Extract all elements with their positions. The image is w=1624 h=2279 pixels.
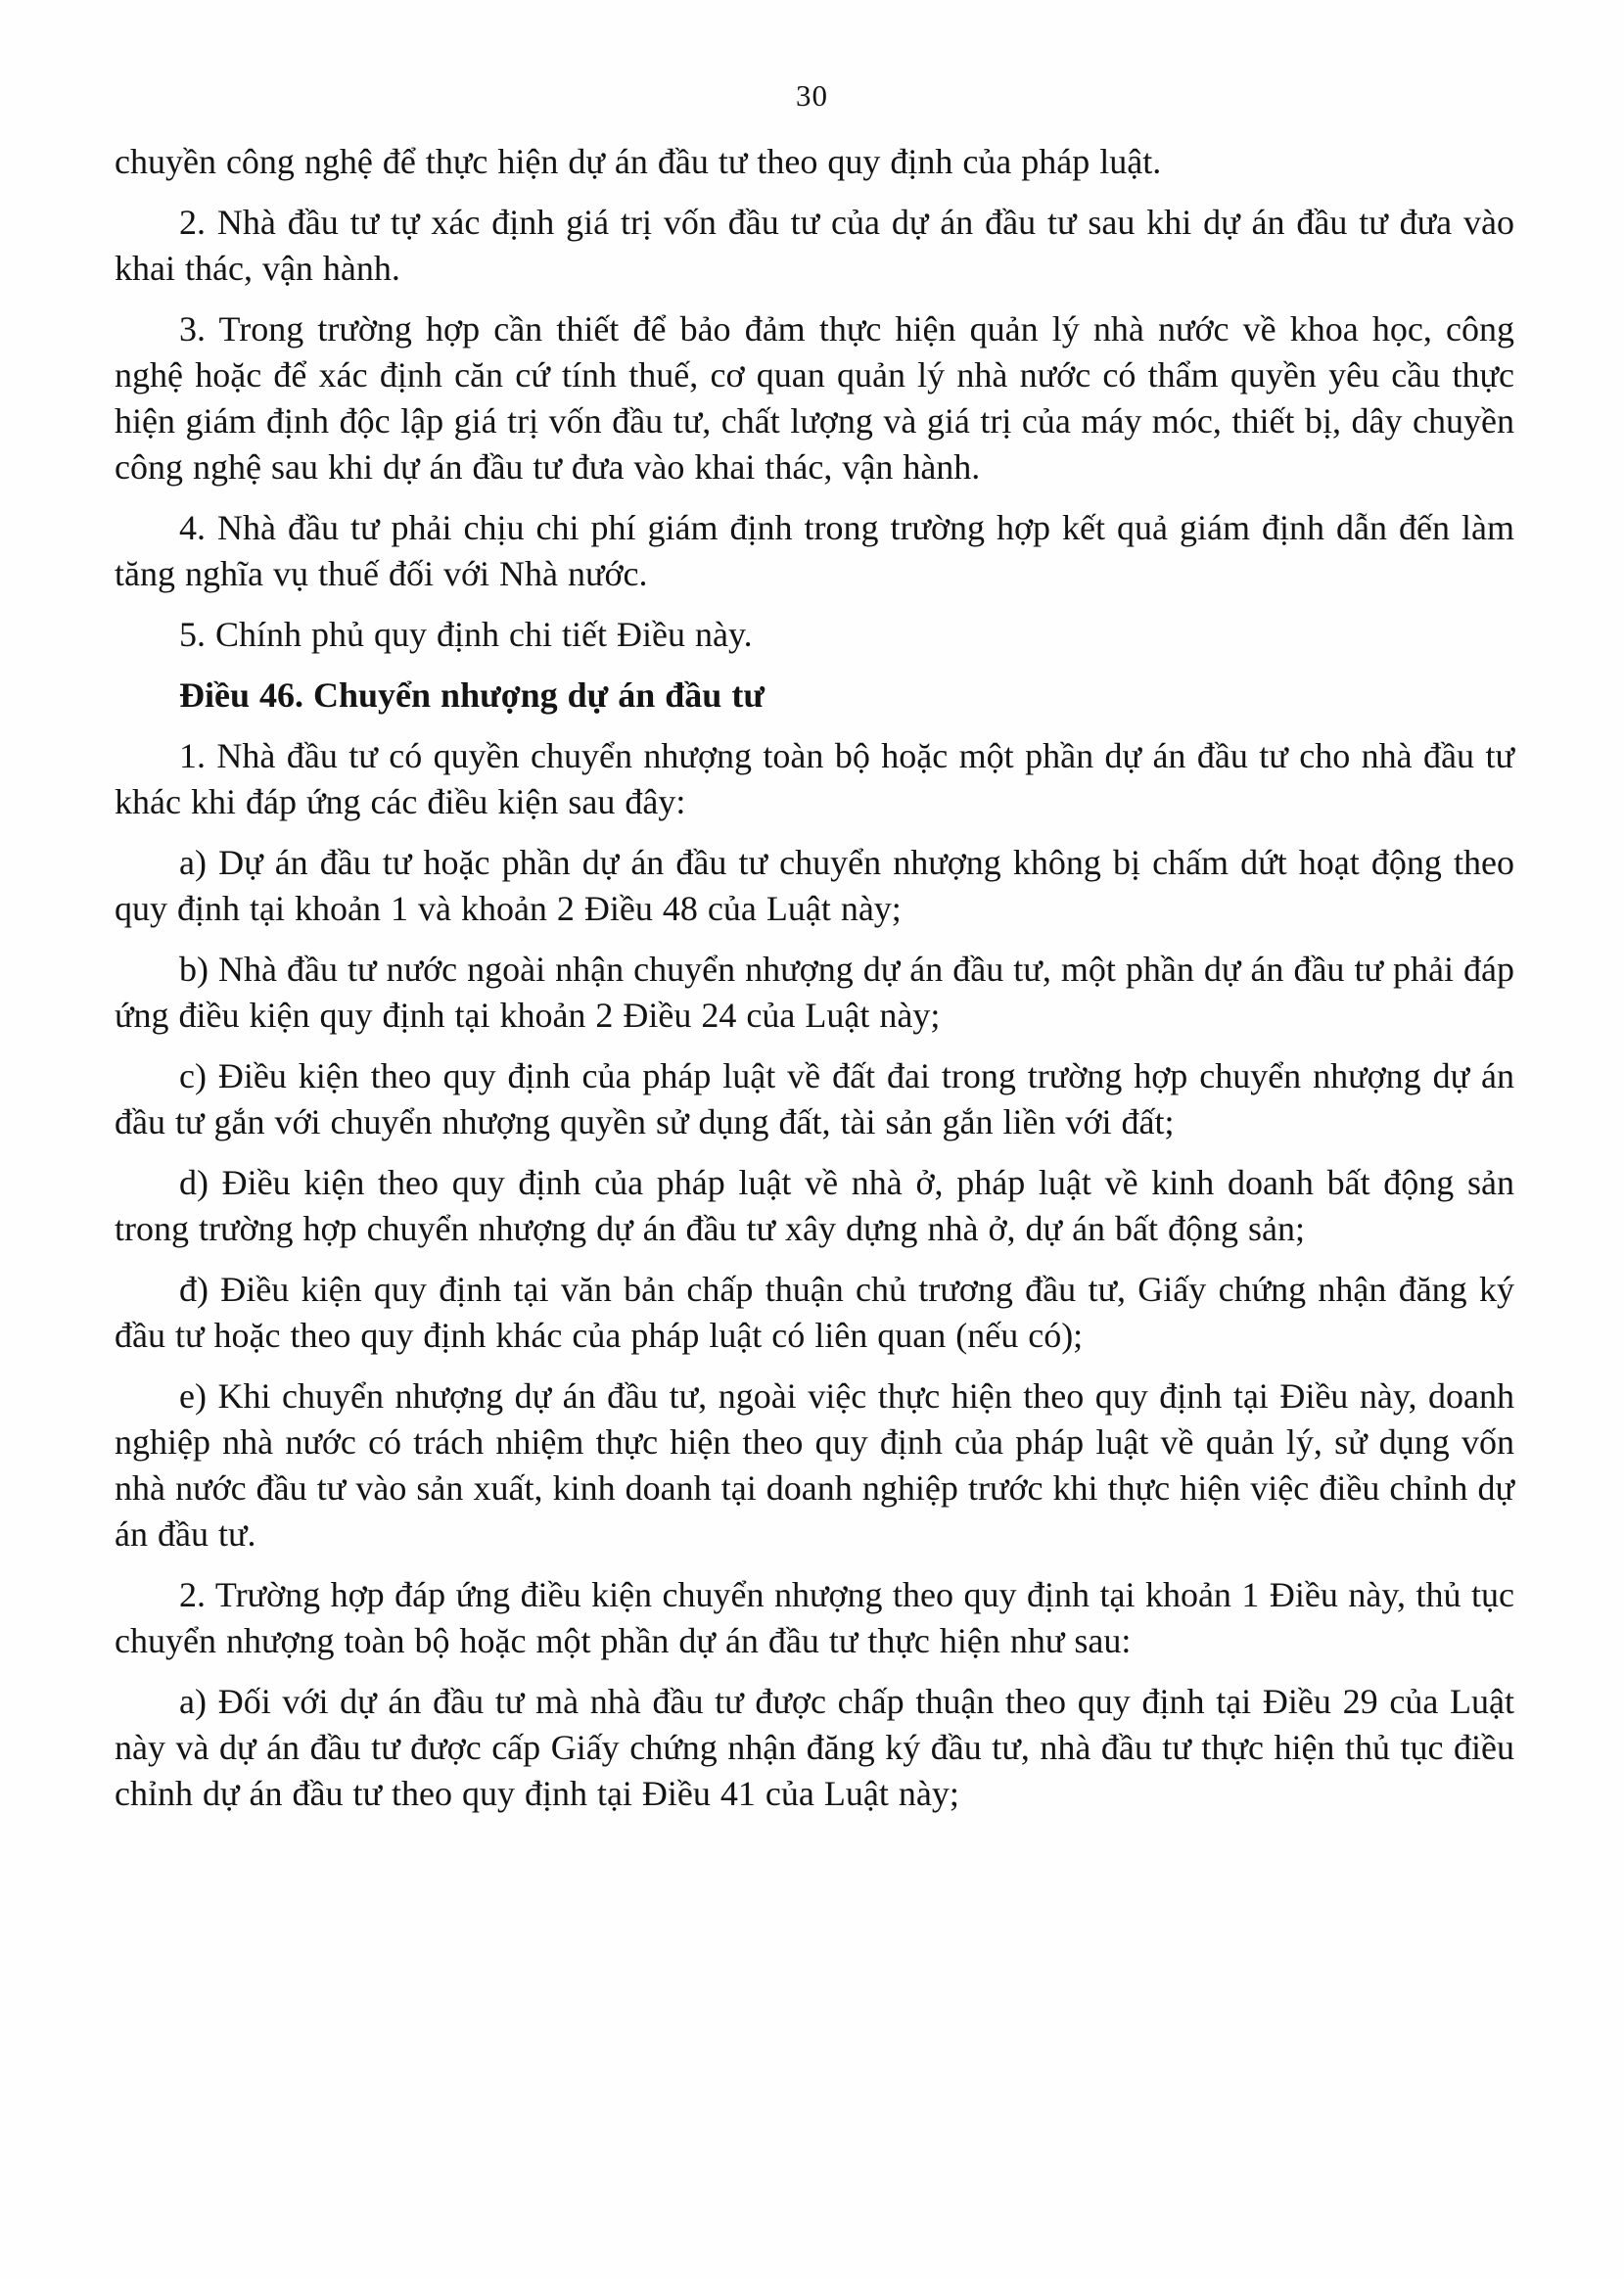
paragraph-point-b: b) Nhà đầu tư nước ngoài nhận chuyển nhượng dự án đầu tư, một phần dự án đầu tư phải đáp ứng điều kiện quy định tại khoản 2 Điều 24 của Luật này; <box>115 950 1514 1035</box>
paragraph-point-a-clause-2: a) Đối với dự án đầu tư mà nhà đầu tư được chấp thuận theo quy định tại Điều 29 của Luật này và dự án đầu tư được cấp Giấy chứng nhận đăng ký đầu tư, nhà đầu tư thực hiện thủ tục điều chỉnh dự án đầu tư theo quy định tại Điều 41 của Luật này; <box>115 1682 1514 1813</box>
paragraph-clause-3: 3. Trong trường hợp cần thiết để bảo đảm thực hiện quản lý nhà nước về khoa học, công nghệ hoặc để xác định căn cứ tính thuế, cơ quan quản lý nhà nước có thẩm quyền yêu cầu thực hiện giám định độc lập giá trị vốn đầu tư, chất lượng và giá trị của máy móc, thiết bị, dây chuyền công nghệ sau khi dự án đầu tư đưa vào khai thác, vận hành. <box>115 309 1514 487</box>
paragraph-point-e: e) Khi chuyển nhượng dự án đầu tư, ngoài việc thực hiện theo quy định tại Điều này, doanh nghiệp nhà nước có trách nhiệm thực hiện theo quy định của pháp luật về quản lý, sử dụng vốn nhà nước đầu tư vào sản xuất, kinh doanh tại doanh nghiệp trước khi thực hiện việc điều chỉnh dự án đầu tư. <box>115 1376 1514 1554</box>
paragraph-point-c: c) Điều kiện theo quy định của pháp luật về đất đai trong trường hợp chuyển nhượng dự án đầu tư gắn với chuyển nhượng quyền sử dụng đất, tài sản gắn liền với đất; <box>115 1056 1514 1141</box>
page-content <box>115 139 1514 1832</box>
article-heading: Điều 46. Chuyển nhượng dự án đầu tư <box>179 675 765 715</box>
page-number: 30 <box>796 78 828 113</box>
paragraph-clause-2: 2. Nhà đầu tư tự xác định giá trị vốn đầu tư của dự án đầu tư sau khi dự án đầu tư đưa vào khai thác, vận hành. <box>115 203 1514 288</box>
paragraph-point-dd: đ) Điều kiện quy định tại văn bản chấp thuận chủ trương đầu tư, Giấy chứng nhận đăng ký đầu tư hoặc theo quy định khác của pháp luật có liên quan (nếu có); <box>115 1270 1514 1355</box>
paragraph-continuation: chuyền công nghệ để thực hiện dự án đầu tư theo quy định của pháp luật. <box>115 142 1162 181</box>
paragraph-point-d: d) Điều kiện theo quy định của pháp luật về nhà ở, pháp luật về kinh doanh bất động sản trong trường hợp chuyển nhượng dự án đầu tư xây dựng nhà ở, dự án bất động sản; <box>115 1163 1514 1248</box>
paragraph-clause-5: 5. Chính phủ quy định chi tiết Điều này. <box>179 615 753 654</box>
paragraph-point-a: a) Dự án đầu tư hoặc phần dự án đầu tư chuyển nhượng không bị chấm dứt hoạt động theo quy định tại khoản 1 và khoản 2 Điều 48 của Luật này; <box>115 843 1514 928</box>
paragraph-clause-1: 1. Nhà đầu tư có quyền chuyển nhượng toàn bộ hoặc một phần dự án đầu tư cho nhà đầu tư khác khi đáp ứng các điều kiện sau đây: <box>115 736 1514 821</box>
paragraph-clause-4: 4. Nhà đầu tư phải chịu chi phí giám định trong trường hợp kết quả giám định dẫn đến làm tăng nghĩa vụ thuế đối với Nhà nước. <box>115 508 1514 593</box>
paragraph-clause-2-article-46: 2. Trường hợp đáp ứng điều kiện chuyển nhượng theo quy định tại khoản 1 Điều này, thủ tục chuyển nhượng toàn bộ hoặc một phần dự án đầu tư thực hiện như sau: <box>115 1575 1514 1660</box>
